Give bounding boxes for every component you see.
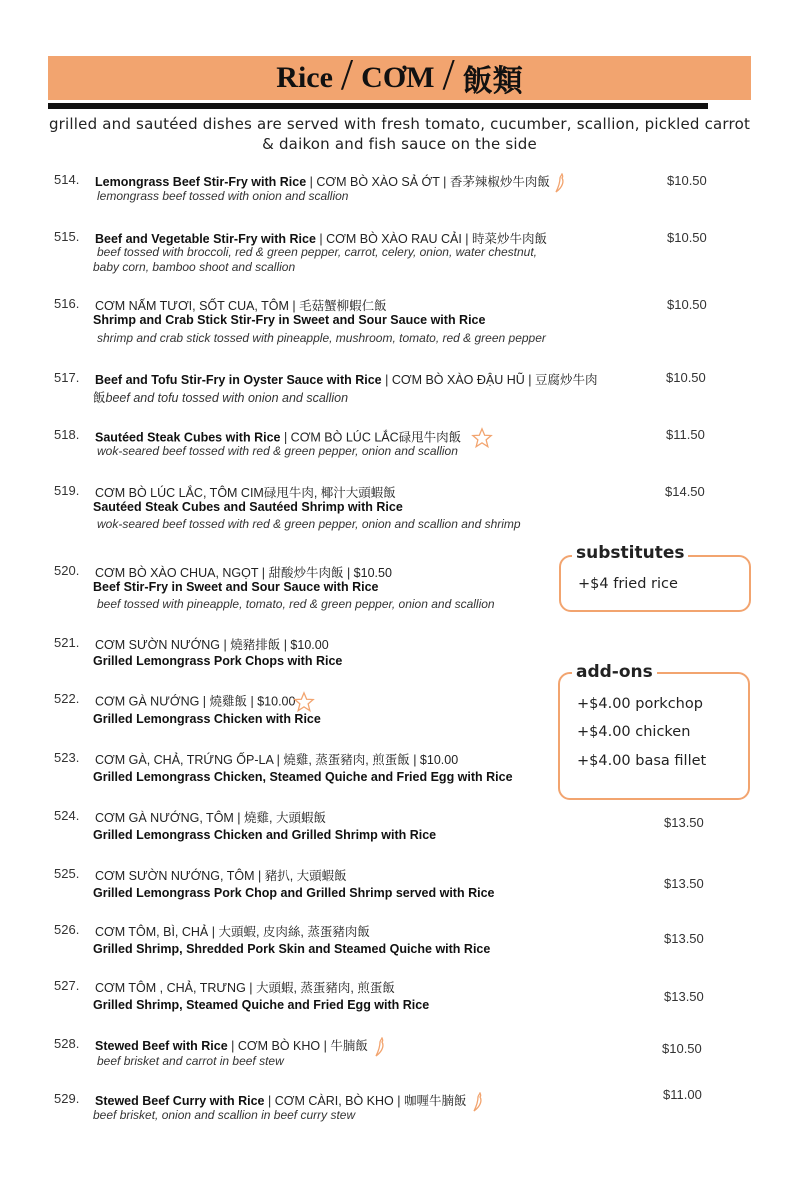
item-price: $10.50 [667, 230, 707, 245]
item-name-en: Stewed Beef Curry with Rice [95, 1094, 265, 1108]
item-name-alt: CƠM SƯỜN NƯỚNG, TÔM | 豬扒, 大頭蝦飯 [95, 869, 347, 883]
item-name-alt: CƠM NẤM TƯƠI, SỐT CUA, TÔM | 毛菇蟹柳蝦仁飯 [95, 299, 387, 313]
item-description: wok-seared beef tossed with red & green pepper, onion and scallion and shrimp [97, 517, 521, 531]
item-name-alt: | CƠM BÒ XÀO ĐẬU HŨ | 豆腐炒牛肉 [381, 373, 598, 387]
item-name-en: Grilled Shrimp, Shredded Pork Skin and Steamed Quiche with Rice [93, 942, 491, 956]
item-name-alt: CƠM GÀ, CHẢ, TRỨNG ỐP-LA | 燒雞, 蒸蛋豬肉, 煎蛋飯 | $10.00 [95, 753, 459, 767]
header-rule [48, 103, 708, 109]
item-price: $10.50 [662, 1041, 702, 1056]
item-name-en: Beef and Vegetable Stir-Fry with Rice [95, 232, 316, 246]
title-divider: / [340, 50, 354, 99]
page-title [48, 50, 751, 100]
item-number: 522. [54, 691, 80, 706]
item-name-alt: | CƠM BÒ XÀO RAU CẢI | 時菜炒牛肉飯 [315, 232, 548, 246]
item-number: 526. [54, 922, 80, 937]
item-number: 523. [54, 750, 80, 765]
item-name-alt: | CƠM BÒ LÚC LẮC碌甩牛肉飯 [280, 430, 462, 445]
item-name-alt: CƠM TÔM , CHẢ, TRƯNG | 大頭蝦, 蒸蛋豬肉, 煎蛋飯 [95, 981, 395, 995]
item-description: shrimp and crab stick tossed with pineapple, mushroom, tomato, red & green pepper [97, 331, 546, 345]
star-icon [471, 427, 493, 449]
chili-pepper-icon [472, 1092, 484, 1112]
item-price: $13.50 [664, 815, 704, 830]
chili-pepper-icon [554, 173, 566, 193]
item-price: $10.50 [667, 297, 707, 312]
substitute-option: +$4 fried rice [578, 576, 678, 592]
item-number: 527. [54, 978, 80, 993]
item-name-en: Beef Stir-Fry in Sweet and Sour Sauce with Rice [93, 580, 379, 594]
item-number: 521. [54, 635, 80, 650]
item-number: 518. [54, 427, 80, 442]
item-name-alt: CƠM GÀ NƯỚNG | 燒雞飯 | $10.00 [95, 694, 296, 709]
item-description: 飯beef and tofu tossed with onion and scallion [93, 391, 349, 405]
item-price: $14.50 [665, 484, 705, 499]
item-description: wok-seared beef tossed with red & green pepper, onion and scallion [97, 444, 458, 458]
item-name-en: Sautéed Steak Cubes with Rice [95, 430, 281, 445]
item-price: $13.50 [664, 876, 704, 891]
item-description: lemongrass beef tossed with onion and scallion [97, 189, 349, 203]
item-number: 529. [54, 1091, 80, 1106]
item-description: baby corn, bamboo shoot and scallion [93, 260, 296, 274]
item-description: beef tossed with broccoli, red & green pepper, carrot, celery, onion, water chestnut, [97, 245, 538, 259]
item-price: $11.50 [666, 427, 705, 442]
item-number: 519. [54, 483, 80, 498]
item-number: 525. [54, 866, 80, 881]
menu-note-line: & daikon and fish sauce on the side [262, 135, 537, 153]
item-name-en: Beef and Tofu Stir-Fry in Oyster Sauce with Rice [95, 373, 382, 387]
substitutes-title: substitutes [572, 543, 688, 563]
item-price: $10.50 [667, 173, 707, 188]
item-price: $13.50 [664, 931, 704, 946]
item-number: 524. [54, 808, 80, 823]
item-number: 528. [54, 1036, 80, 1051]
item-description: beef brisket, onion and scallion in beef curry stew [93, 1108, 356, 1122]
item-name [95, 691, 315, 713]
item-name-alt: CƠM TÔM, BÌ, CHẢ | 大頭蝦, 皮肉絲, 蒸蛋豬肉飯 [95, 925, 370, 939]
addon-option: +$4.00 basa fillet [577, 753, 707, 769]
title-vietnamese: CƠM [361, 61, 435, 94]
item-description: beef brisket and carrot in beef stew [97, 1054, 284, 1068]
item-name-alt: | CƠM BÒ XÀO SẢ ỚT | 香茅辣椒炒牛肉飯 [306, 175, 550, 189]
addon-option: +$4.00 porkchop [577, 696, 703, 712]
item-name [95, 370, 597, 388]
star-icon [293, 691, 315, 713]
item-name-en: Lemongrass Beef Stir-Fry with Rice [95, 175, 307, 189]
item-name-en: Sautéed Steak Cubes and Sautéed Shrimp with Rice [93, 500, 403, 514]
item-price: $10.50 [666, 370, 706, 385]
item-name-en: Grilled Lemongrass Chicken and Grilled Shrimp with Rice [93, 828, 437, 842]
item-name-en: Grilled Lemongrass Pork Chop and Grilled Shrimp served with Rice [93, 886, 495, 900]
item-price: $11.00 [663, 1087, 702, 1102]
item-name-alt: CƠM SƯỜN NƯỚNG | 燒豬排飯 | $10.00 [95, 638, 329, 652]
addons-title: add-ons [572, 662, 657, 682]
item-name-alt: | CƠM BÒ KHO | 牛腩飯 [227, 1039, 368, 1053]
item-name-alt: CƠM BÒ LÚC LẮC, TÔM CIM碌甩牛肉, 椰汁大頭蝦飯 [95, 486, 396, 500]
title-chinese: 飯類 [462, 65, 523, 98]
menu-note [48, 114, 751, 154]
item-number: 514. [54, 172, 80, 187]
item-price: $13.50 [664, 989, 704, 1004]
item-name-alt: | CƠM CÀRI, BÒ KHO | 咖喱牛腩飯 [264, 1094, 467, 1108]
item-number: 520. [54, 563, 80, 578]
item-name-en: Grilled Lemongrass Chicken, Steamed Quiche and Fried Egg with Rice [93, 770, 513, 784]
item-number: 517. [54, 370, 80, 385]
title-english: Rice [276, 61, 333, 94]
item-description: beef tossed with pineapple, tomato, red & green pepper, onion and scallion [97, 597, 495, 611]
item-name-en: Shrimp and Crab Stick Stir-Fry in Sweet and Sour Sauce with Rice [93, 313, 486, 327]
title-divider: / [442, 50, 455, 99]
menu-note-line: grilled and sautéed dishes are served with fresh tomato, cucumber, scallion, pickled carrot [48, 115, 751, 133]
chili-pepper-icon [374, 1037, 386, 1057]
item-number: 516. [54, 296, 80, 311]
item-name-en: Grilled Lemongrass Chicken with Rice [93, 712, 321, 726]
item-name-alt: CƠM GÀ NƯỚNG, TÔM | 燒雞, 大頭蝦飯 [95, 811, 326, 825]
item-name-alt: CƠM BÒ XÀO CHUA, NGỌT | 甜酸炒牛肉飯 | $10.50 [95, 566, 392, 580]
addon-option: +$4.00 chicken [577, 724, 691, 740]
item-name-en: Stewed Beef with Rice [95, 1039, 228, 1053]
item-name-en: Grilled Shrimp, Steamed Quiche and Fried Egg with Rice [93, 998, 430, 1012]
item-number: 515. [54, 229, 80, 244]
item-name-en: Grilled Lemongrass Pork Chops with Rice [93, 654, 343, 668]
